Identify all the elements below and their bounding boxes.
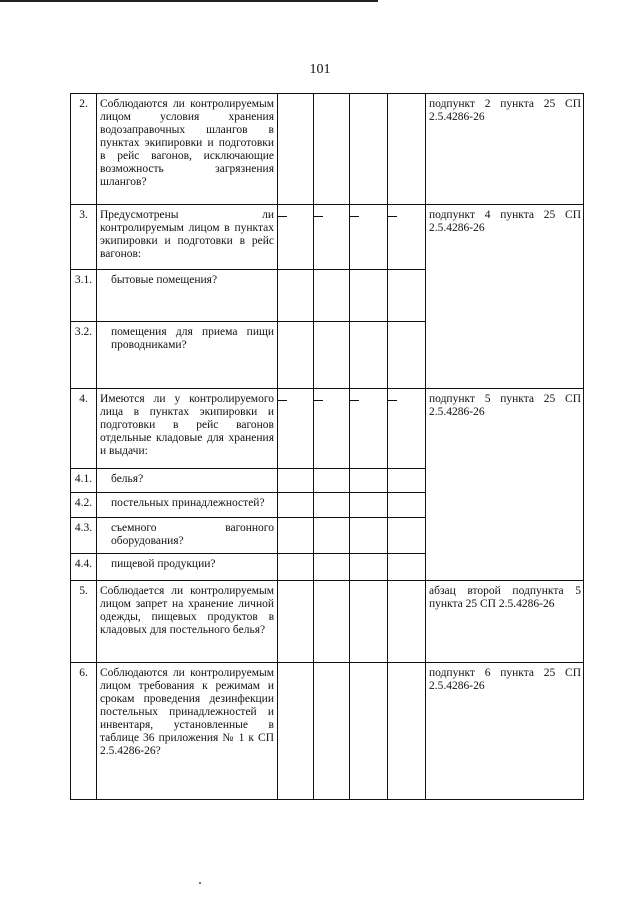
requirement-reference: подпункт 4 пункта 25 СП 2.5.4286-26: [426, 205, 584, 389]
dash-mark: [388, 216, 397, 217]
answer-note[interactable]: [388, 389, 426, 469]
answer-yes[interactable]: [278, 581, 314, 663]
table-row: [71, 663, 584, 800]
dash-mark: [278, 216, 287, 217]
dash-mark: [388, 400, 397, 401]
answer-not-applicable[interactable]: [350, 663, 388, 800]
question-text: Соблюдаются ли контролируемым лицом требования к режимам и срокам проведения дезинфекции постельных принадлежностей и инвентаря, установленные в таблице 36 приложения № 1 к СП 2.5.4286-26?: [97, 663, 278, 800]
answer-not-applicable[interactable]: [350, 493, 388, 518]
dash-mark: [350, 216, 359, 217]
answer-no[interactable]: [314, 270, 350, 322]
row-number: 4.2.: [71, 493, 97, 518]
row-number: 4.4.: [71, 554, 97, 581]
row-number: 3.2.: [71, 322, 97, 389]
question-text: съемного вагонного оборудования?: [97, 518, 278, 554]
question-text: Имеются ли у контролируемого лица в пунктах экипировки и подготовки в рейс вагонов отдельные кладовые для хранения и выдачи:: [97, 389, 278, 469]
requirement-reference: абзац второй подпункта 5 пункта 25 СП 2.5.4286-26: [426, 581, 584, 663]
answer-no[interactable]: [314, 581, 350, 663]
answer-not-applicable[interactable]: [350, 581, 388, 663]
dash-mark: [314, 216, 323, 217]
answer-note[interactable]: [388, 663, 426, 800]
answer-yes[interactable]: [278, 554, 314, 581]
answer-no[interactable]: [314, 94, 350, 205]
answer-note[interactable]: [388, 493, 426, 518]
answer-note[interactable]: [388, 581, 426, 663]
answer-not-applicable[interactable]: [350, 554, 388, 581]
question-text: постельных принадлежностей?: [97, 493, 278, 518]
answer-no[interactable]: [314, 493, 350, 518]
page-number: 101: [309, 62, 331, 77]
answer-not-applicable[interactable]: [350, 469, 388, 493]
row-number: 6.: [71, 663, 97, 800]
dash-mark: [350, 400, 359, 401]
answer-yes[interactable]: [278, 322, 314, 389]
dash-mark: [314, 400, 323, 401]
answer-note[interactable]: [388, 205, 426, 270]
row-number: 2.: [71, 94, 97, 205]
answer-yes[interactable]: [278, 518, 314, 554]
answer-not-applicable[interactable]: [350, 322, 388, 389]
row-number: 3.: [71, 205, 97, 270]
answer-no[interactable]: [314, 389, 350, 469]
answer-yes[interactable]: [278, 663, 314, 800]
question-text: пищевой продукции?: [97, 554, 278, 581]
answer-not-applicable[interactable]: [350, 205, 388, 270]
question-text: Соблюдается ли контролируемым лицом запрет на хранение личной одежды, пищевых продуктов в кладовых для постельного белья?: [97, 581, 278, 663]
requirement-reference: подпункт 2 пункта 25 СП 2.5.4286-26: [426, 94, 584, 205]
question-text: Соблюдаются ли контролируемым лицом условия хранения водозаправочных шлангов в пунктах экипировки и подготовки в рейс вагонов, исключающие возможность загрязнения шлангов?: [97, 94, 278, 205]
scan-speck: [199, 882, 201, 884]
checklist-table: [70, 93, 584, 800]
top-rule: [0, 0, 378, 2]
row-number: 4.1.: [71, 469, 97, 493]
answer-yes[interactable]: [278, 469, 314, 493]
answer-yes[interactable]: [278, 94, 314, 205]
table-row: [71, 389, 584, 469]
question-text: Предусмотрены ли контролируемым лицом в пунктах экипировки и подготовки в рейс вагонов:: [97, 205, 278, 270]
answer-yes[interactable]: [278, 389, 314, 469]
answer-not-applicable[interactable]: [350, 389, 388, 469]
requirement-reference: подпункт 5 пункта 25 СП 2.5.4286-26: [426, 389, 584, 581]
answer-no[interactable]: [314, 322, 350, 389]
row-number: 4.: [71, 389, 97, 469]
answer-no[interactable]: [314, 554, 350, 581]
answer-not-applicable[interactable]: [350, 518, 388, 554]
table-row: [71, 581, 584, 663]
dash-mark: [278, 400, 287, 401]
answer-note[interactable]: [388, 518, 426, 554]
row-number: 4.3.: [71, 518, 97, 554]
question-text: бытовые помещения?: [97, 270, 278, 322]
row-number: 3.1.: [71, 270, 97, 322]
answer-note[interactable]: [388, 469, 426, 493]
answer-yes[interactable]: [278, 493, 314, 518]
answer-no[interactable]: [314, 469, 350, 493]
answer-no[interactable]: [314, 663, 350, 800]
answer-not-applicable[interactable]: [350, 94, 388, 205]
answer-note[interactable]: [388, 270, 426, 322]
answer-yes[interactable]: [278, 205, 314, 270]
answer-note[interactable]: [388, 554, 426, 581]
answer-note[interactable]: [388, 94, 426, 205]
answer-not-applicable[interactable]: [350, 270, 388, 322]
table-row: [71, 94, 584, 205]
table-row: [71, 205, 584, 270]
question-text: белья?: [97, 469, 278, 493]
answer-note[interactable]: [388, 322, 426, 389]
answer-no[interactable]: [314, 518, 350, 554]
answer-no[interactable]: [314, 205, 350, 270]
question-text: помещения для приема пищи проводниками?: [97, 322, 278, 389]
answer-yes[interactable]: [278, 270, 314, 322]
row-number: 5.: [71, 581, 97, 663]
requirement-reference: подпункт 6 пункта 25 СП 2.5.4286-26: [426, 663, 584, 800]
